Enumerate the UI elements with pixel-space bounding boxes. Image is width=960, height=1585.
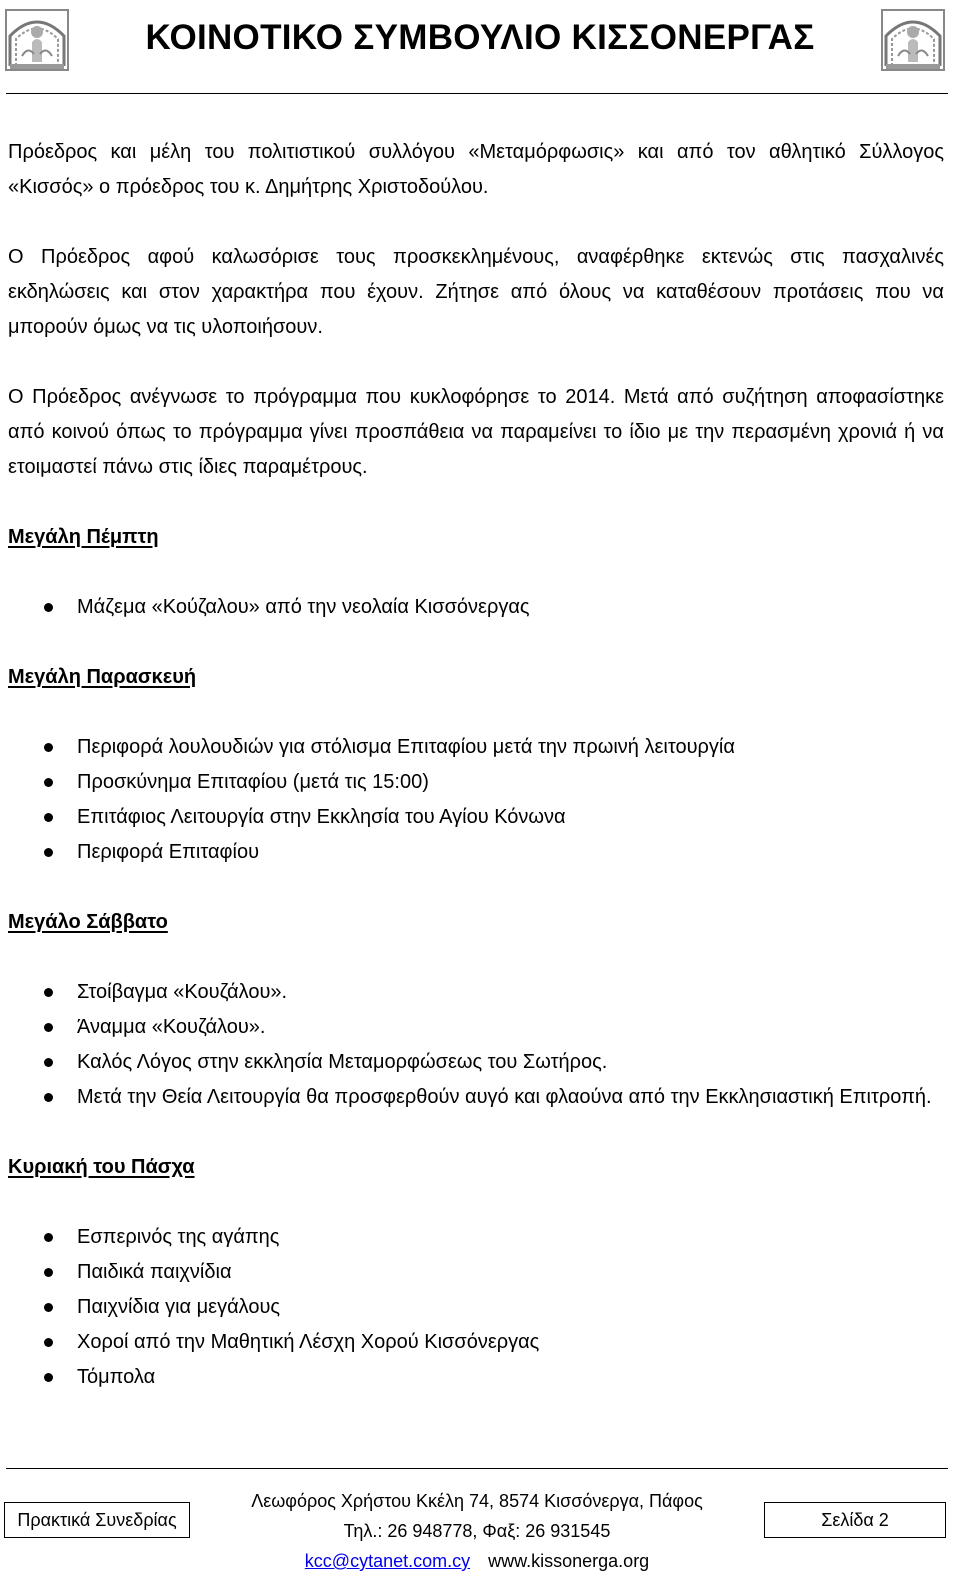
list-easter-sunday: [8, 1220, 944, 1395]
paragraph: Ο Πρόεδρος ανέγνωσε το πρόγραμμα που κυκλοφόρησε το 2014. Μετά από συζήτηση αποφασίστηκε από κοινού όπως το πρόγραμμα γίνει προσπάθεια να παραμείνει το ίδιο με την περασμένη χρονιά ή να ετοιμαστεί πάνω στις ίδιες παραμέτρους.: [8, 386, 944, 478]
list-item: Χοροί από την Μαθητική Λέσχη Χορού Κισσόνεργας: [8, 1325, 944, 1360]
list-item: Περιφορά λουλουδιών για στόλισμα Επιταφίου μετά την πρωινή λειτουργία: [8, 730, 944, 765]
village-emblem-icon: [4, 6, 70, 74]
bullet-icon: [44, 603, 53, 612]
list-item: Μάζεμα «Κούζαλου» από την νεολαία Κισσόνεργας: [8, 590, 944, 625]
minutes-label: Πρακτικά Συνεδρίας: [4, 1502, 190, 1538]
header-divider: [6, 93, 948, 94]
bullet-icon: [44, 848, 53, 857]
bullet-icon: [44, 813, 53, 822]
list-item: Μετά την Θεία Λειτουργία θα προσφερθούν αυγό και φλαούνα από την Εκκλησιαστική Επιτροπή.: [8, 1080, 944, 1115]
list-item: Άναμμα «Κουζάλου».: [8, 1010, 944, 1045]
page-number: Σελίδα 2: [764, 1502, 946, 1538]
paragraph: Πρόεδρος και μέλη του πολιτιστικού συλλόγου «Μεταμόρφωσις» και από τον αθλητικό Σύλλογος «Κισσός» ο πρόεδρος του κ. Δημήτρης Χριστοδούλου.: [8, 141, 944, 198]
bullet-icon: [44, 988, 53, 997]
bullet-icon: [44, 743, 53, 752]
section-heading-holy-thursday: Μεγάλη Πέμπτη: [8, 526, 159, 548]
email-link[interactable]: kcc@cytanet.com.cy: [304, 1551, 471, 1571]
footer-contact: [190, 1486, 764, 1576]
footer-address: Λεωφόρος Χρήστου Κκέλη 74, 8574 Κισσόνεργα, Πάφος: [251, 1491, 703, 1511]
list-holy-saturday: [8, 975, 944, 1115]
page-title: ΚΟΙΝΟΤΙΚΟ ΣΥΜΒΟΥΛΙΟ ΚΙΣΣΟΝΕΡΓΑΣ: [145, 18, 815, 57]
village-emblem-icon: [880, 6, 946, 74]
bullet-icon: [44, 1303, 53, 1312]
list-item: Καλός Λόγος στην εκκλησία Μεταμορφώσεως του Σωτήρος.: [8, 1045, 944, 1080]
list-item: Τόμπολα: [8, 1360, 944, 1395]
bullet-icon: [44, 1058, 53, 1067]
list-holy-thursday: [8, 590, 944, 625]
footer-phones: Τηλ.: 26 948778, Φαξ: 26 931545: [343, 1521, 611, 1541]
list-item: Παιδικά παιχνίδια: [8, 1255, 944, 1290]
bullet-icon: [44, 1338, 53, 1347]
document-body: [8, 135, 944, 1430]
bullet-icon: [44, 1023, 53, 1032]
page-header: [0, 0, 960, 100]
section-heading-good-friday: Μεγάλη Παρασκευή: [8, 666, 197, 688]
footer-divider: [6, 1468, 948, 1469]
list-item: Εσπερινός της αγάπης: [8, 1220, 944, 1255]
section-heading-easter-sunday: Κυριακή του Πάσχα: [8, 1156, 195, 1178]
bullet-icon: [44, 1268, 53, 1277]
list-item: Περιφορά Επιταφίου: [8, 835, 944, 870]
bullet-icon: [44, 1233, 53, 1242]
paragraph: Ο Πρόεδρος αφού καλωσόρισε τους προσκεκλημένους, αναφέρθηκε εκτενώς στις πασχαλινές εκδηλώσεις και στον χαρακτήρα που έχουν. Ζήτησε από όλους να καταθέσουν προτάσεις που να μπορούν όμως να τις υλοποιήσουν.: [8, 246, 944, 338]
bullet-icon: [44, 1093, 53, 1102]
list-item: Επιτάφιος Λειτουργία στην Εκκλησία του Αγίου Κόνωνα: [8, 800, 944, 835]
bullet-icon: [44, 1373, 53, 1382]
website-link[interactable]: www.kissonerga.org: [488, 1551, 650, 1571]
list-item: Παιχνίδια για μεγάλους: [8, 1290, 944, 1325]
list-item: Στοίβαγμα «Κουζάλου».: [8, 975, 944, 1010]
list-item: Προσκύνημα Επιταφίου (μετά τις 15:00): [8, 765, 944, 800]
bullet-icon: [44, 778, 53, 787]
section-heading-holy-saturday: Μεγάλο Σάββατο: [8, 911, 168, 933]
list-good-friday: [8, 730, 944, 870]
